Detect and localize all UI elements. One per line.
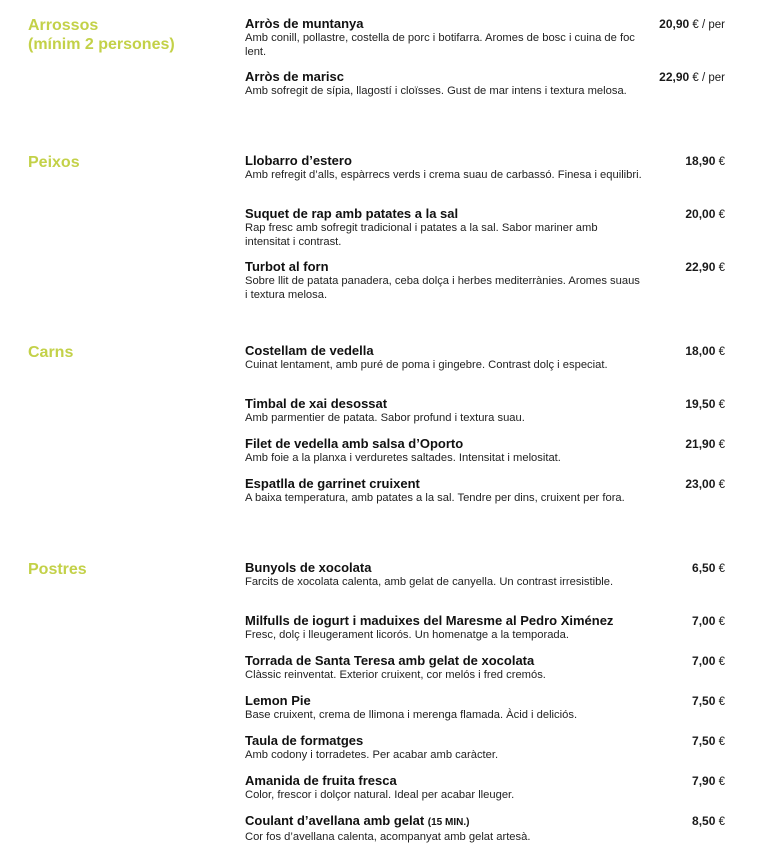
item-description: Amb refregit d’alls, espàrrecs verds i crema suau de carbassó. Finesa i equilibri. — [245, 169, 642, 181]
item-description: Amb sofregit de sípia, llagostí i cloïsses. Gust de mar intens i textura melosa. — [245, 85, 627, 97]
item-name: Torrada de Santa Teresa amb gelat de xocolata — [245, 653, 535, 668]
item-price — [685, 207, 725, 221]
menu-item — [245, 733, 735, 763]
menu-item — [245, 396, 735, 426]
item-price — [659, 70, 725, 84]
item-price — [692, 734, 725, 748]
section-title-text: Carns — [28, 344, 74, 361]
item-name: Llobarro d’estero — [245, 153, 352, 168]
price-unit: / per — [701, 19, 725, 31]
section-title — [28, 560, 228, 579]
item-price — [692, 694, 725, 708]
price-value: 21,90 — [685, 437, 716, 451]
price-value: 20,90 — [659, 17, 690, 31]
price-currency: € — [692, 19, 699, 31]
price-unit: / per — [701, 72, 725, 84]
item-name: Arròs de marisc — [245, 69, 344, 84]
item-name: Lemon Pie — [245, 693, 311, 708]
menu-item — [245, 436, 735, 466]
item-name: Bunyols de xocolata — [245, 560, 372, 575]
item-price — [692, 614, 725, 628]
price-currency: € — [718, 399, 725, 411]
menu-item — [245, 560, 735, 590]
menu-item — [245, 259, 735, 302]
item-description: Farcits de xocolata calenta, amb gelat de canyella. Un contrast irresistible. — [245, 576, 614, 588]
price-value: 7,50 — [692, 694, 716, 708]
price-currency: € — [718, 479, 725, 491]
section-title-text: Arrossos — [28, 17, 99, 34]
price-currency: € — [718, 816, 725, 828]
menu-item — [245, 343, 735, 373]
item-price — [685, 437, 725, 451]
item-description: Fresc, dolç i lleugerament licorós. Un homenatge a la temporada. — [245, 629, 569, 641]
item-name: Milfulls de iogurt i maduixes del Maresme al Pedro Ximénez — [245, 613, 614, 628]
menu-item — [245, 153, 735, 183]
price-currency: € — [718, 616, 725, 628]
price-value: 22,90 — [659, 70, 690, 84]
item-price — [692, 774, 725, 788]
menu-item — [245, 653, 735, 683]
price-value: 18,90 — [685, 154, 716, 168]
section-title-text: Postres — [28, 561, 87, 578]
price-value: 22,90 — [685, 260, 716, 274]
item-name: Amanida de fruita fresca — [245, 773, 397, 788]
item-description: Rap fresc amb sofregit tradicional i patates a la sal. Sabor mariner amb intensitat i contrast. — [245, 222, 598, 248]
price-currency: € — [718, 262, 725, 274]
item-description: Color, frescor i dolçor natural. Ideal per acabar lleuger. — [245, 789, 515, 801]
item-name: Timbal de xai desossat — [245, 396, 388, 411]
item-price — [692, 814, 725, 828]
item-name: Taula de formatges — [245, 733, 364, 748]
menu-item — [245, 69, 735, 99]
item-price — [692, 654, 725, 668]
item-price — [685, 344, 725, 358]
price-currency: € — [692, 72, 699, 84]
item-description: Sobre llit de patata panadera, ceba dolça i herbes mediterrànies. Aromes suaus i textura melosa. — [245, 275, 640, 301]
item-name-text: Coulant d’avellana amb gelat — [245, 813, 425, 828]
item-name: Filet de vedella amb salsa d’Oporto — [245, 436, 464, 451]
item-price — [659, 17, 725, 31]
item-description: Cuinat lentament, amb puré de poma i gingebre. Contrast dolç i especiat. — [245, 359, 608, 371]
section-title — [28, 343, 228, 362]
section-title-text: Peixos — [28, 154, 80, 171]
item-price — [685, 154, 725, 168]
price-currency: € — [718, 696, 725, 708]
item-name: Costellam de vedella — [245, 343, 374, 358]
item-name: Suquet de rap amb patates a la sal — [245, 206, 459, 221]
menu-item — [245, 16, 735, 59]
menu-item — [245, 773, 735, 803]
price-currency: € — [718, 563, 725, 575]
item-name: Arròs de muntanya — [245, 16, 364, 31]
menu-item — [245, 206, 735, 249]
item-name: Turbot al forn — [245, 259, 329, 274]
price-currency: € — [718, 346, 725, 358]
menu-item — [245, 813, 735, 845]
price-value: 19,50 — [685, 397, 716, 411]
price-currency: € — [718, 776, 725, 788]
item-price — [685, 477, 725, 491]
menu-item — [245, 693, 735, 723]
menu-item — [245, 476, 735, 506]
price-value: 20,00 — [685, 207, 716, 221]
price-value: 18,00 — [685, 344, 716, 358]
price-currency: € — [718, 439, 725, 451]
price-value: 23,00 — [685, 477, 716, 491]
price-currency: € — [718, 156, 725, 168]
item-description: Clàssic reinventat. Exterior cruixent, cor melós i fred cremós. — [245, 669, 546, 681]
item-description: A baixa temperatura, amb patates a la sal. Tendre per dins, cruixent per fora. — [245, 492, 625, 504]
price-value: 6,50 — [692, 561, 716, 575]
item-note: (15 MIN.) — [427, 817, 470, 828]
price-currency: € — [718, 656, 725, 668]
item-description: Amb foie a la planxa i verduretes saltades. Intensitat i melositat. — [245, 452, 561, 464]
item-description: Amb codony i torradetes. Per acabar amb caràcter. — [245, 749, 499, 761]
price-currency: € — [718, 209, 725, 221]
item-description: Amb parmentier de patata. Sabor profund i textura suau. — [245, 412, 525, 424]
section-subtitle: (mínim 2 persones) — [28, 36, 175, 53]
item-name: Espatlla de garrinet cruixent — [245, 476, 420, 491]
price-currency: € — [718, 736, 725, 748]
item-price — [692, 561, 725, 575]
item-description: Cor fos d’avellana calenta, acompanyat amb gelat artesà. — [245, 831, 531, 843]
section-title — [28, 153, 228, 172]
item-description: Base cruixent, crema de llimona i merenga flamada. Àcid i deliciós. — [245, 709, 578, 721]
price-value: 8,50 — [692, 814, 716, 828]
menu-item — [245, 613, 735, 643]
price-value: 7,00 — [692, 614, 716, 628]
price-value: 7,50 — [692, 734, 716, 748]
item-price — [685, 260, 725, 274]
item-price — [685, 397, 725, 411]
item-description: Amb conill, pollastre, costella de porc i botifarra. Aromes de bosc i cuina de foc lent. — [245, 32, 635, 58]
price-value: 7,90 — [692, 774, 716, 788]
price-value: 7,00 — [692, 654, 716, 668]
section-title — [28, 16, 228, 54]
item-name — [245, 813, 735, 830]
